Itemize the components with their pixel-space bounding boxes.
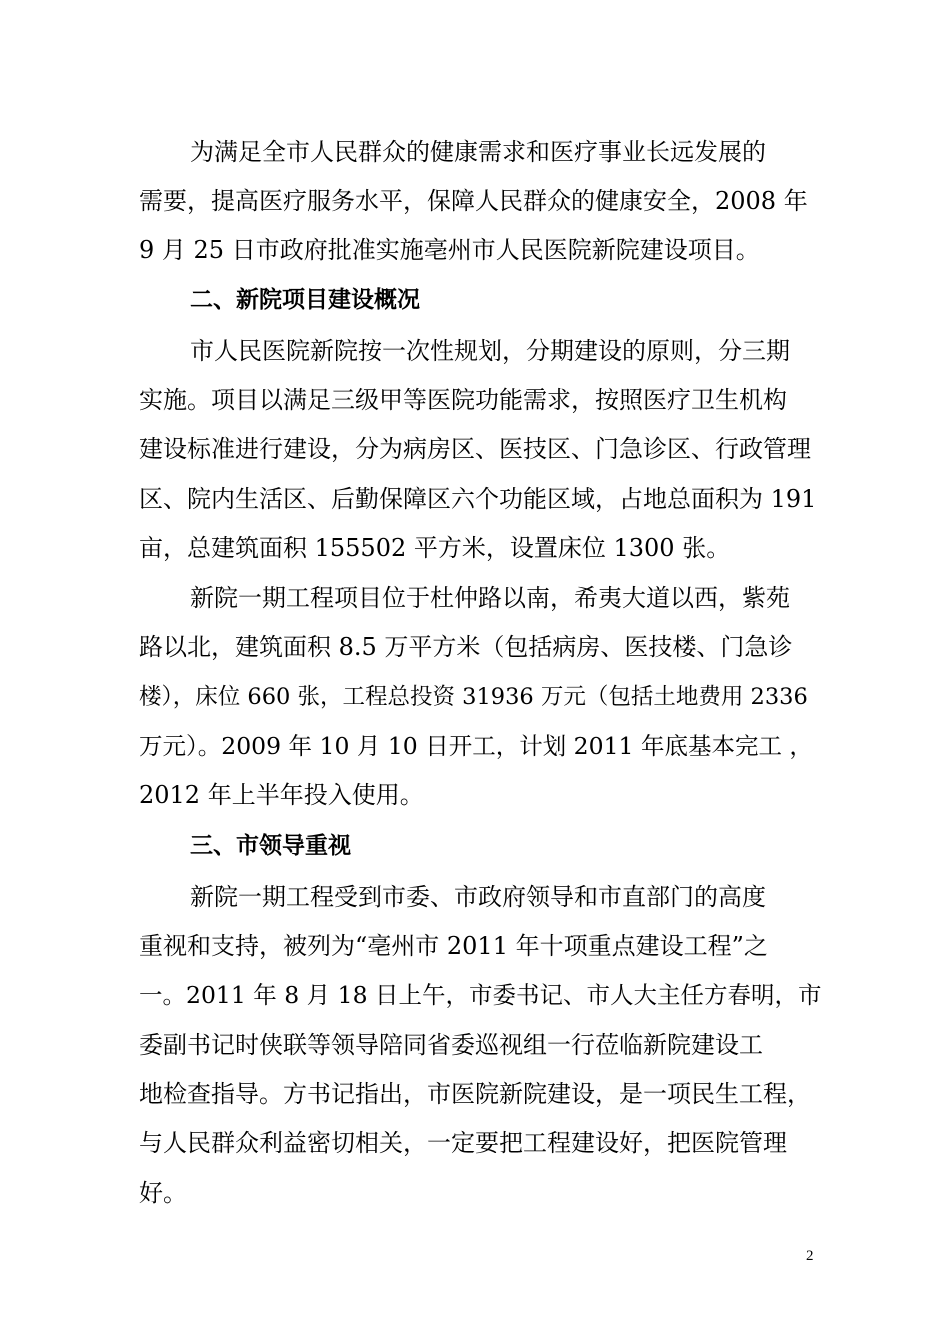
paragraph-4-line-7: 好。 [139, 1179, 187, 1207]
paragraph-4-line-1: 新院一期工程受到市委、市政府领导和市直部门的高度 [190, 883, 766, 911]
paragraph-3-line-4: 万元）。2009 年 10 月 10 日开工，计划 2011 年底基本完工 ， [139, 732, 813, 760]
paragraph-3-line-3: 楼），床位 660 张，工程总投资 31936 万元（包括土地费用 2336 [139, 684, 808, 710]
section-heading-3: 三、市领导重视 [190, 833, 351, 859]
paragraph-4-line-3: 一。2011 年 8 月 18 日上午，市委书记、市人大主任方春明，市 [139, 981, 822, 1009]
paragraph-2-line-4: 区、院内生活区、后勤保障区六个功能区域，占地总面积为 191 [139, 485, 817, 513]
section-heading-2: 二、新院项目建设概况 [190, 287, 420, 313]
paragraph-1-line-3: 9 月 25 日市政府批准实施亳州市人民医院新院建设项目。 [139, 236, 760, 264]
paragraph-1-line-1: 为满足全市人民群众的健康需求和医疗事业长远发展的 [190, 138, 766, 166]
paragraph-3-line-1: 新院一期工程项目位于杜仲路以南，希夷大道以西，紫苑 [190, 584, 790, 612]
paragraph-2-line-5: 亩，总建筑面积 155502 平方米，设置床位 1300 张。 [139, 534, 731, 562]
paragraph-3-line-2: 路以北，建筑面积 8.5 万平方米（包括病房、医技楼、门急诊 [139, 633, 793, 661]
paragraph-4-line-4: 委副书记时侠联等领导陪同省委巡视组一行莅临新院建设工 [139, 1031, 763, 1059]
paragraph-2-line-2: 实施。项目以满足三级甲等医院功能需求，按照医疗卫生机构 [139, 386, 787, 414]
paragraph-4-line-2: 重视和支持，被列为“亳州市 2011 年十项重点建设工程”之 [139, 932, 768, 960]
paragraph-2-line-1: 市人民医院新院按一次性规划，分期建设的原则，分三期 [190, 337, 790, 365]
paragraph-2-line-3: 建设标准进行建设，分为病房区、医技区、门急诊区、行政管理 [139, 435, 811, 463]
paragraph-1-line-2: 需要，提高医疗服务水平，保障人民群众的健康安全，2008 年 [139, 187, 808, 215]
paragraph-4-line-6: 与人民群众利益密切相关，一定要把工程建设好，把医院管理 [139, 1129, 787, 1157]
page-number: 2 [806, 1248, 814, 1264]
paragraph-4-line-5: 地检查指导。方书记指出，市医院新院建设，是一项民生工程， [139, 1080, 811, 1108]
paragraph-3-line-5: 2012 年上半年投入使用。 [139, 781, 424, 809]
